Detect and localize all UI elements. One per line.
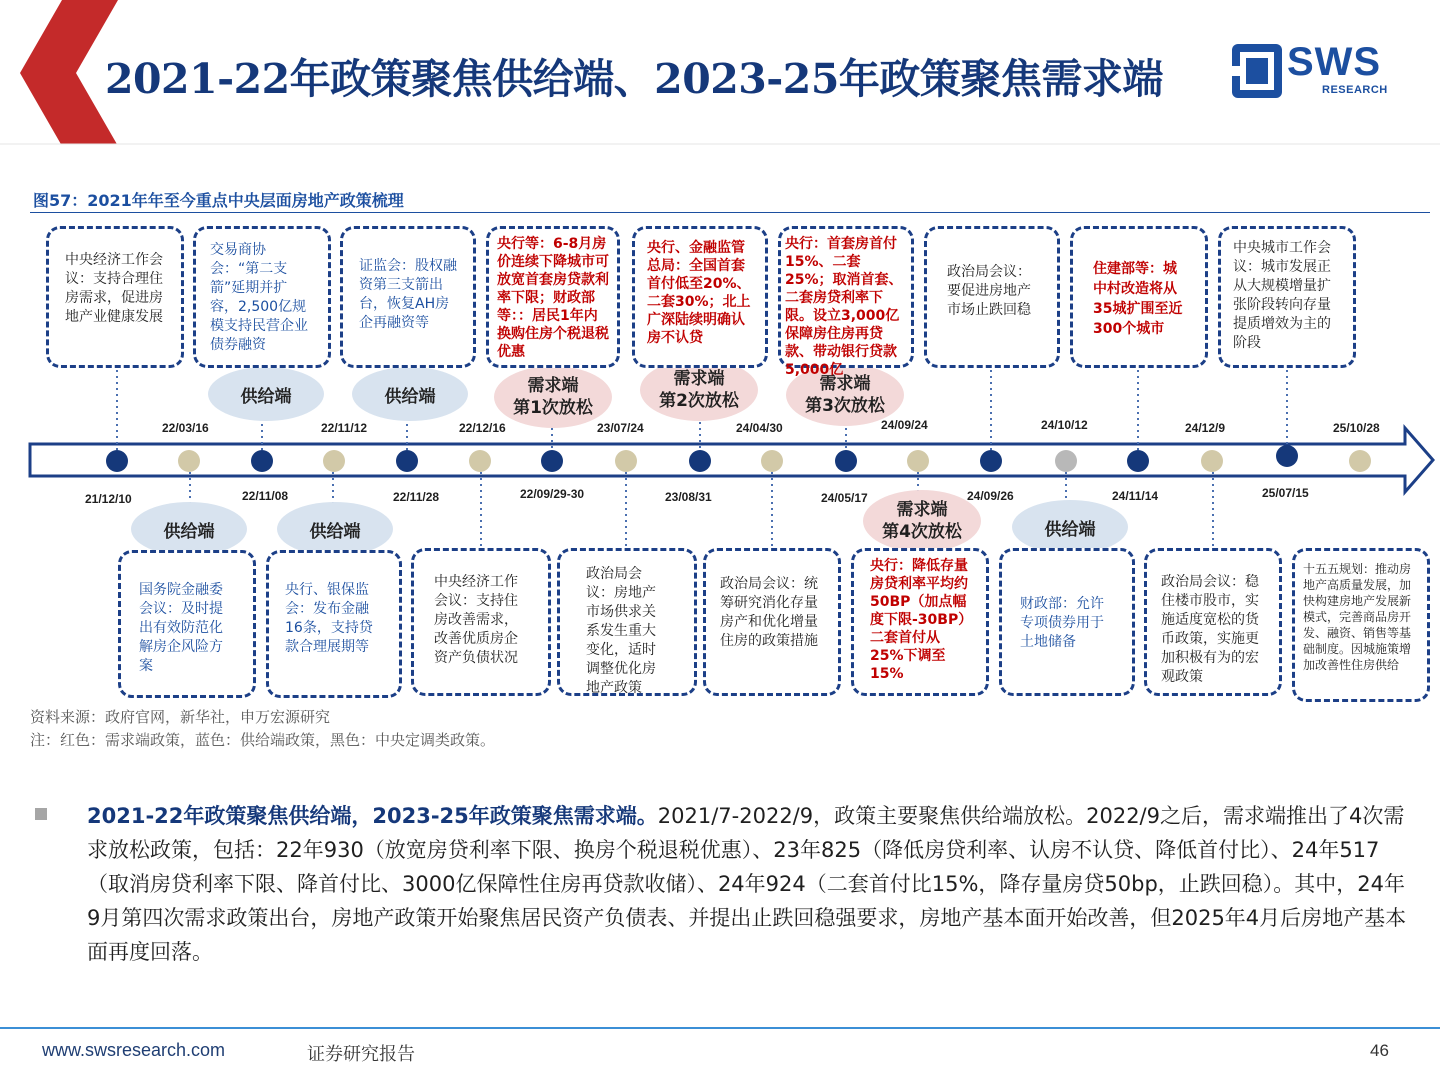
demand-oval-1: 需求端 第1次放松 <box>494 366 612 428</box>
policy-box-top: 交易商协会：“第二支箭”延期并扩容，2,500亿规模支持民营企业债券融资 <box>193 226 331 368</box>
date-label: 22/11/28 <box>393 490 440 504</box>
date-label: 24/09/24 <box>881 418 928 432</box>
supply-oval: 供给端 <box>277 502 393 556</box>
bullet-icon <box>35 808 47 820</box>
policy-box-top: 证监会：股权融资第三支箭出台，恢复AH房企再融资等 <box>340 226 476 368</box>
source-text: 资料来源：政府官网，新华社，申万宏源研究 <box>30 708 331 726</box>
date-label: 22/09/29-30 <box>520 487 585 501</box>
policy-box-bottom: 政治局会议：房地产市场供求关系发生重大变化，适时调整优化房地产政策 <box>557 548 697 696</box>
sws-logo <box>1230 36 1410 106</box>
policy-box-top-demand: 央行、金融监管总局：全国首套首付低至20%、二套30%；北上广深陆续明确认房不认贷 <box>632 226 768 368</box>
body-lead: 2021-22年政策聚焦供给端，2023-25年政策聚焦需求端。 <box>87 804 658 828</box>
date-label: 21/12/10 <box>85 492 132 506</box>
policy-box-bottom: 财政部：允许专项债券用于土地储备 <box>999 548 1135 696</box>
footer-report-type: 证券研究报告 <box>307 1044 415 1065</box>
date-label: 22/11/08 <box>242 489 289 503</box>
supply-oval: 供给端 <box>1012 500 1128 554</box>
supply-oval: 供给端 <box>208 367 324 421</box>
date-label: 23/08/31 <box>665 490 712 504</box>
demand-oval-2: 需求端 第2次放松 <box>640 359 758 421</box>
logo-sub: RESEARCH <box>1322 84 1388 96</box>
demand-oval-3: 需求端 第3次放松 <box>786 364 904 426</box>
policy-box-bottom: 政治局会议：统筹研究消化存量房产和优化增量住房的政策措施 <box>703 548 841 696</box>
date-label: 25/10/28 <box>1333 421 1380 435</box>
date-label: 24/11/14 <box>1112 489 1159 503</box>
date-label: 25/07/15 <box>1262 486 1309 500</box>
note-text: 注：红色：需求端政策，蓝色：供给端政策，黑色：中央定调类政策。 <box>30 731 496 749</box>
policy-box-bottom: 十五五规划：推动房地产高质量发展，加快构建房地产发展新模式，完善商品房开发、融资、销售等基础制度。因城施策增加改善性住房供给 <box>1292 548 1430 702</box>
policy-box-bottom: 国务院金融委会议：及时提出有效防范化解房企风险方案 <box>118 550 256 698</box>
date-label: 24/05/17 <box>821 491 868 505</box>
policy-box-bottom: 中央经济工作会议：支持住房改善需求，改善优质房企资产负债状况 <box>411 548 551 696</box>
policy-box-bottom-demand: 央行：降低存量房贷利率平均约50BP（加点幅度下限-30BP）二套首付从25%下调至15% <box>851 548 989 696</box>
source-note <box>30 706 495 752</box>
policy-box-top-demand: 央行等：6-8月房价连续下降城市可放宽首套房贷款利率下限；财政部等：：居民1年内换购住房个税退税优惠 <box>486 226 620 368</box>
demand-oval-4: 需求端 第4次放松 <box>863 490 981 552</box>
figure-title: 图57：2021年年至今重点中央层面房地产政策梳理 <box>33 191 404 210</box>
date-label: 24/04/30 <box>736 421 783 435</box>
date-label: 24/10/12 <box>1041 418 1088 432</box>
page-number: 46 <box>1370 1041 1389 1060</box>
policy-box-top-demand: 央行：首套房首付15%、二套25%；取消首套、二套房贷利率下限。设立3,000亿保障房住房再贷款、带动银行贷款5,000亿 <box>778 226 914 368</box>
body-rest: 2021/7-2022/9，政策主要聚焦供给端放松。2022/9之后，需求端推出了4次需求放松政策，包括：22年930（放宽房贷利率下限、换房个税退税优惠）、23年825（降低房贷利率、认房不认贷、降低首付比）、24年517（取消房贷利率下限、降首付比、3000亿保障性住房再贷款收储）、24年924（二套首付比15%，降存量房贷50bp，止跌回稳）。其中，24年9月第四次需求政策出台，房地产政策开始聚焦居民资产负债表、并提出止跌回稳强要求，房地产基本面开始改善，但2025年4月后房地产基本面再度回落。 <box>87 804 1407 964</box>
policy-box-top-demand: 住建部等：城中村改造将从35城扩围至近300个城市 <box>1070 226 1208 368</box>
date-label: 22/03/16 <box>162 421 209 435</box>
page-title: 2021-22年政策聚焦供给端、2023-25年政策聚焦需求端 <box>105 55 1163 103</box>
date-label: 23/07/24 <box>597 421 644 435</box>
supply-oval: 供给端 <box>131 502 247 556</box>
footer-rule <box>0 1027 1440 1029</box>
policy-box-top: 政治局会议：要促进房地产市场止跌回稳 <box>924 226 1060 368</box>
policy-box-bottom: 政治局会议：稳住楼市股市，实施适度宽松的货币政策，实施更加积极有为的宏观政策 <box>1144 548 1282 696</box>
date-label: 22/11/12 <box>321 421 368 435</box>
logo-mark-icon <box>1230 36 1284 106</box>
logo-text: SWS <box>1287 40 1382 84</box>
date-label: 24/09/26 <box>967 489 1014 503</box>
policy-box-top: 中央城市工作会议：城市发展正从大规模增量扩张阶段转向存量提质增效为主的阶段 <box>1218 226 1356 368</box>
policy-box-top: 中央经济工作会议：支持合理住房需求，促进房地产业健康发展 <box>46 226 184 368</box>
policy-box-bottom: 央行、银保监会：发布金融16条，支持贷款合理展期等 <box>266 550 402 698</box>
body-paragraph <box>87 799 1413 969</box>
date-label: 24/12/9 <box>1185 421 1226 435</box>
date-label: 22/12/16 <box>459 421 506 435</box>
supply-oval: 供给端 <box>352 367 468 421</box>
footer-url[interactable]: www.swsresearch.com <box>42 1040 226 1060</box>
